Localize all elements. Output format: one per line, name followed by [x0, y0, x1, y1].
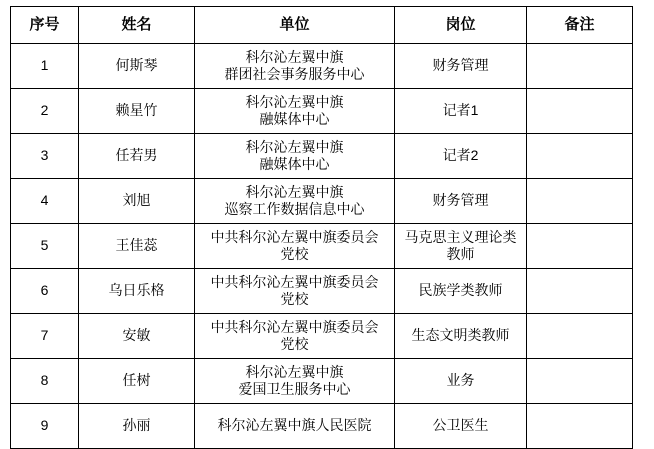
cell-index: 3 [11, 134, 79, 179]
cell-remark [527, 359, 633, 404]
cell-unit-line: 党校 [280, 291, 309, 307]
table-header [11, 7, 633, 44]
cell-name: 何斯琴 [79, 44, 195, 89]
cell-post [395, 134, 527, 179]
table-row [11, 134, 633, 179]
cell-name: 任若男 [79, 134, 195, 179]
cell-unit-line: 科尔沁左翼中旗 [245, 363, 344, 380]
cell-name: 王佳蕊 [79, 224, 195, 269]
cell-name: 乌日乐格 [79, 269, 195, 314]
table-row [11, 44, 633, 89]
cell-unit-line: 党校 [280, 336, 309, 352]
cell-unit [195, 179, 395, 224]
cell-name: 孙丽 [79, 404, 195, 449]
cell-index: 6 [11, 269, 79, 314]
column-header-post: 岗位 [395, 7, 527, 44]
cell-remark [527, 134, 633, 179]
column-header-index: 序号 [11, 7, 79, 44]
cell-unit-line: 科尔沁左翼中旗 [245, 93, 344, 110]
cell-unit [195, 359, 395, 404]
cell-post [395, 224, 527, 269]
column-header-name: 姓名 [79, 7, 195, 44]
cell-post-line: 教师 [446, 246, 475, 262]
cell-index: 8 [11, 359, 79, 404]
cell-remark [527, 224, 633, 269]
cell-index: 1 [11, 44, 79, 89]
cell-post [395, 44, 527, 89]
cell-post [395, 179, 527, 224]
table-row [11, 89, 633, 134]
cell-remark [527, 269, 633, 314]
cell-unit [195, 134, 395, 179]
cell-unit-line: 融媒体中心 [259, 156, 330, 172]
cell-post-line: 业务 [446, 372, 475, 389]
cell-index: 5 [11, 224, 79, 269]
cell-unit-line: 中共科尔沁左翼中旗委员会 [210, 273, 379, 290]
cell-unit-line: 中共科尔沁左翼中旗委员会 [210, 318, 379, 335]
personnel-roster-table [10, 6, 633, 449]
table-row [11, 314, 633, 359]
cell-name: 任树 [79, 359, 195, 404]
cell-name: 安敏 [79, 314, 195, 359]
cell-index: 7 [11, 314, 79, 359]
cell-unit-line: 巡察工作数据信息中心 [224, 201, 365, 217]
cell-post-line: 马克思主义理论类 [404, 228, 517, 245]
column-header-remark: 备注 [527, 7, 633, 44]
cell-unit-line: 科尔沁左翼中旗人民医院 [217, 417, 372, 434]
cell-remark [527, 404, 633, 449]
cell-post [395, 314, 527, 359]
cell-unit-line: 科尔沁左翼中旗 [245, 183, 344, 200]
cell-post-line: 记者1 [442, 102, 479, 119]
cell-unit [195, 314, 395, 359]
column-header-unit: 单位 [195, 7, 395, 44]
table-body [11, 44, 633, 449]
cell-unit-line: 群团社会事务服务中心 [224, 66, 365, 82]
table-row [11, 224, 633, 269]
cell-index: 4 [11, 179, 79, 224]
cell-post [395, 269, 527, 314]
table-header-row [11, 7, 633, 44]
cell-unit-line: 融媒体中心 [259, 111, 330, 127]
cell-unit [195, 44, 395, 89]
cell-post-line: 记者2 [442, 147, 479, 164]
cell-index: 2 [11, 89, 79, 134]
cell-post [395, 89, 527, 134]
cell-name: 赖星竹 [79, 89, 195, 134]
cell-post [395, 404, 527, 449]
cell-post-line: 公卫医生 [432, 417, 489, 434]
table-row [11, 179, 633, 224]
cell-post-line: 财务管理 [432, 57, 489, 74]
cell-post-line: 民族学类教师 [418, 282, 503, 299]
cell-post-line: 生态文明类教师 [411, 327, 510, 344]
document-page [0, 6, 654, 441]
cell-remark [527, 89, 633, 134]
cell-index: 9 [11, 404, 79, 449]
cell-unit-line: 党校 [280, 246, 309, 262]
cell-remark [527, 44, 633, 89]
cell-post [395, 359, 527, 404]
table-row [11, 404, 633, 449]
cell-post-line: 财务管理 [432, 192, 489, 209]
cell-unit [195, 89, 395, 134]
cell-unit-line: 科尔沁左翼中旗 [245, 48, 344, 65]
cell-remark [527, 314, 633, 359]
cell-unit [195, 224, 395, 269]
cell-unit-line: 中共科尔沁左翼中旗委员会 [210, 228, 379, 245]
cell-unit-line: 科尔沁左翼中旗 [245, 138, 344, 155]
table-row [11, 269, 633, 314]
table-row [11, 359, 633, 404]
cell-unit [195, 404, 395, 449]
cell-unit-line: 爱国卫生服务中心 [238, 381, 351, 397]
cell-name: 刘旭 [79, 179, 195, 224]
cell-remark [527, 179, 633, 224]
cell-unit [195, 269, 395, 314]
